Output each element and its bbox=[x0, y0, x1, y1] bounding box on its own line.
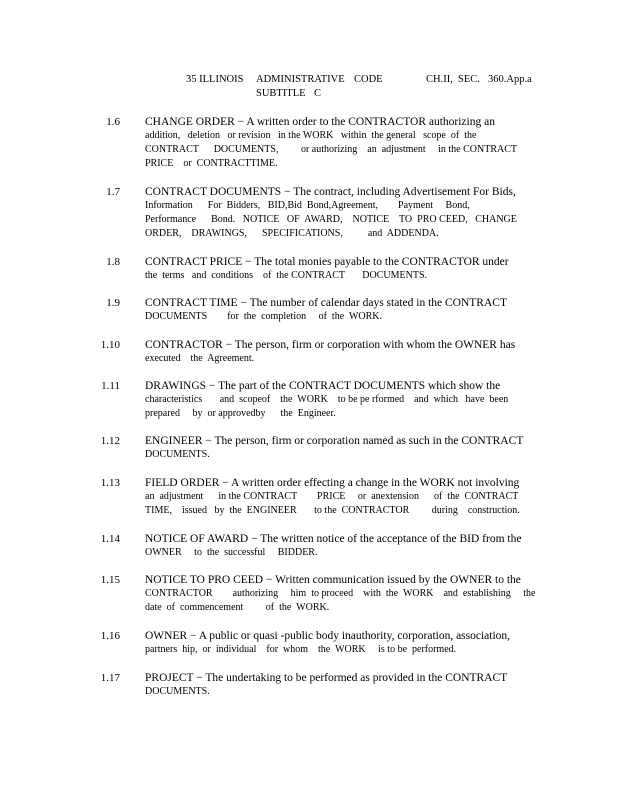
definition-number: 1.16 bbox=[100, 630, 120, 642]
header-part: 360.App.a bbox=[488, 74, 532, 85]
definition-lead-line: NOTICE TO PRO CEED − Written communication issued by the OWNER to the bbox=[145, 574, 521, 586]
definition-line: prepared by or approvedby the Engineer. bbox=[145, 408, 336, 419]
definition-number: 1.12 bbox=[100, 435, 120, 447]
definition-text bbox=[145, 338, 545, 366]
header-part: CH.II, bbox=[426, 74, 453, 85]
definition-number: 1.14 bbox=[100, 533, 120, 545]
definition-number: 1.6 bbox=[106, 116, 120, 128]
definition-text bbox=[145, 532, 545, 560]
definition-lead-line: CONTRACT TIME − The number of calendar days stated in the CONTRACT bbox=[145, 297, 507, 309]
definition-line: executed the Agreement. bbox=[145, 353, 255, 364]
definition-text bbox=[145, 255, 545, 283]
definition-text bbox=[145, 296, 545, 324]
definition-text bbox=[145, 476, 545, 518]
definition-line: the terms and conditions of the CONTRACT DOCUMENTS. bbox=[145, 270, 428, 281]
definition-number: 1.7 bbox=[106, 186, 120, 198]
definition-number: 1.17 bbox=[100, 672, 120, 684]
definition-line: addition, deletion or revision in the WORK within the general scope of the bbox=[145, 130, 477, 141]
definition-lead-line: CHANGE ORDER − A written order to the CONTRACTOR authorizing an bbox=[145, 116, 495, 128]
definition-line: CONTRACTOR authorizing him to proceed with the WORK and establishing the bbox=[145, 588, 536, 599]
definition-line: DOCUMENTS. bbox=[145, 449, 210, 460]
page-header bbox=[186, 73, 546, 101]
definition-lead-line: OWNER − A public or quasi -public body inauthority, corporation, association, bbox=[145, 630, 511, 642]
header-line-2 bbox=[186, 87, 546, 101]
definition-line: date of commencement of the WORK. bbox=[145, 602, 330, 613]
definition-line: characteristics and scopeof the WORK to be pe rformed and which have been bbox=[145, 394, 509, 405]
definition-text bbox=[145, 115, 545, 171]
definition-lead-line: DRAWINGS − The part of the CONTRACT DOCUMENTS which show the bbox=[145, 380, 501, 392]
definition-lead-line: CONTRACT PRICE − The total monies payable to the CONTRACTOR under bbox=[145, 256, 509, 268]
header-part: SUBTITLE bbox=[256, 88, 306, 99]
definition-number: 1.15 bbox=[100, 574, 120, 586]
definition-line: PRICE or CONTRACTTIME. bbox=[145, 158, 278, 169]
definition-number: 1.13 bbox=[100, 477, 120, 489]
header-part: CODE bbox=[354, 74, 383, 85]
definition-lead-line: NOTICE OF AWARD − The written notice of the acceptance of the BID from the bbox=[145, 533, 522, 545]
definition-number: 1.10 bbox=[100, 339, 120, 351]
definition-line: partners hip, or individual for whom the WORK is to be performed. bbox=[145, 644, 457, 655]
definition-number: 1.8 bbox=[106, 256, 120, 268]
definition-lead-line: FIELD ORDER − A written order effecting a change in the WORK not involving bbox=[145, 477, 520, 489]
definition-line: Information For Bidders, BID,Bid Bond,Agreement, Payment Bond, bbox=[145, 200, 470, 211]
header-line-1 bbox=[186, 73, 546, 87]
definition-line: TIME, issued by the ENGINEER to the CONTRACTOR during construction. bbox=[145, 505, 520, 516]
definition-text bbox=[145, 185, 545, 241]
definition-line: DOCUMENTS for the completion of the WORK. bbox=[145, 311, 383, 322]
definition-text bbox=[145, 629, 545, 657]
definition-text bbox=[145, 379, 545, 421]
definition-lead-line: CONTRACTOR − The person, firm or corporation with whom the OWNER has bbox=[145, 339, 516, 351]
definition-line: CONTRACT DOCUMENTS, or authorizing an adjustment in the CONTRACT bbox=[145, 144, 518, 155]
header-part: 35 ILLINOIS bbox=[186, 74, 244, 85]
definition-lead-line: ENGINEER − The person, firm or corporation named as such in the CONTRACT bbox=[145, 435, 524, 447]
definition-line: DOCUMENTS. bbox=[145, 686, 210, 697]
definition-text bbox=[145, 671, 545, 699]
definition-text bbox=[145, 573, 545, 615]
definition-text bbox=[145, 434, 545, 462]
definition-line: OWNER to the successful BIDDER. bbox=[145, 547, 318, 558]
header-part: SEC. bbox=[458, 74, 480, 85]
definition-line: an adjustment in the CONTRACT PRICE or anextension of the CONTRACT bbox=[145, 491, 519, 502]
header-part: ADMINISTRATIVE bbox=[256, 74, 345, 85]
definition-lead-line: CONTRACT DOCUMENTS − The contract, including Advertisement For Bids, bbox=[145, 186, 516, 198]
definition-lead-line: PROJECT − The undertaking to be performed as provided in the CONTRACT bbox=[145, 672, 508, 684]
header-part: C bbox=[314, 88, 322, 99]
definition-line: Performance Bond. NOTICE OF AWARD, NOTICE TO PRO CEED, CHANGE bbox=[145, 214, 517, 225]
definition-line: ORDER, DRAWINGS, SPECIFICATIONS, and ADDENDA. bbox=[145, 228, 439, 239]
definition-number: 1.9 bbox=[106, 297, 120, 309]
definition-number: 1.11 bbox=[101, 380, 120, 392]
